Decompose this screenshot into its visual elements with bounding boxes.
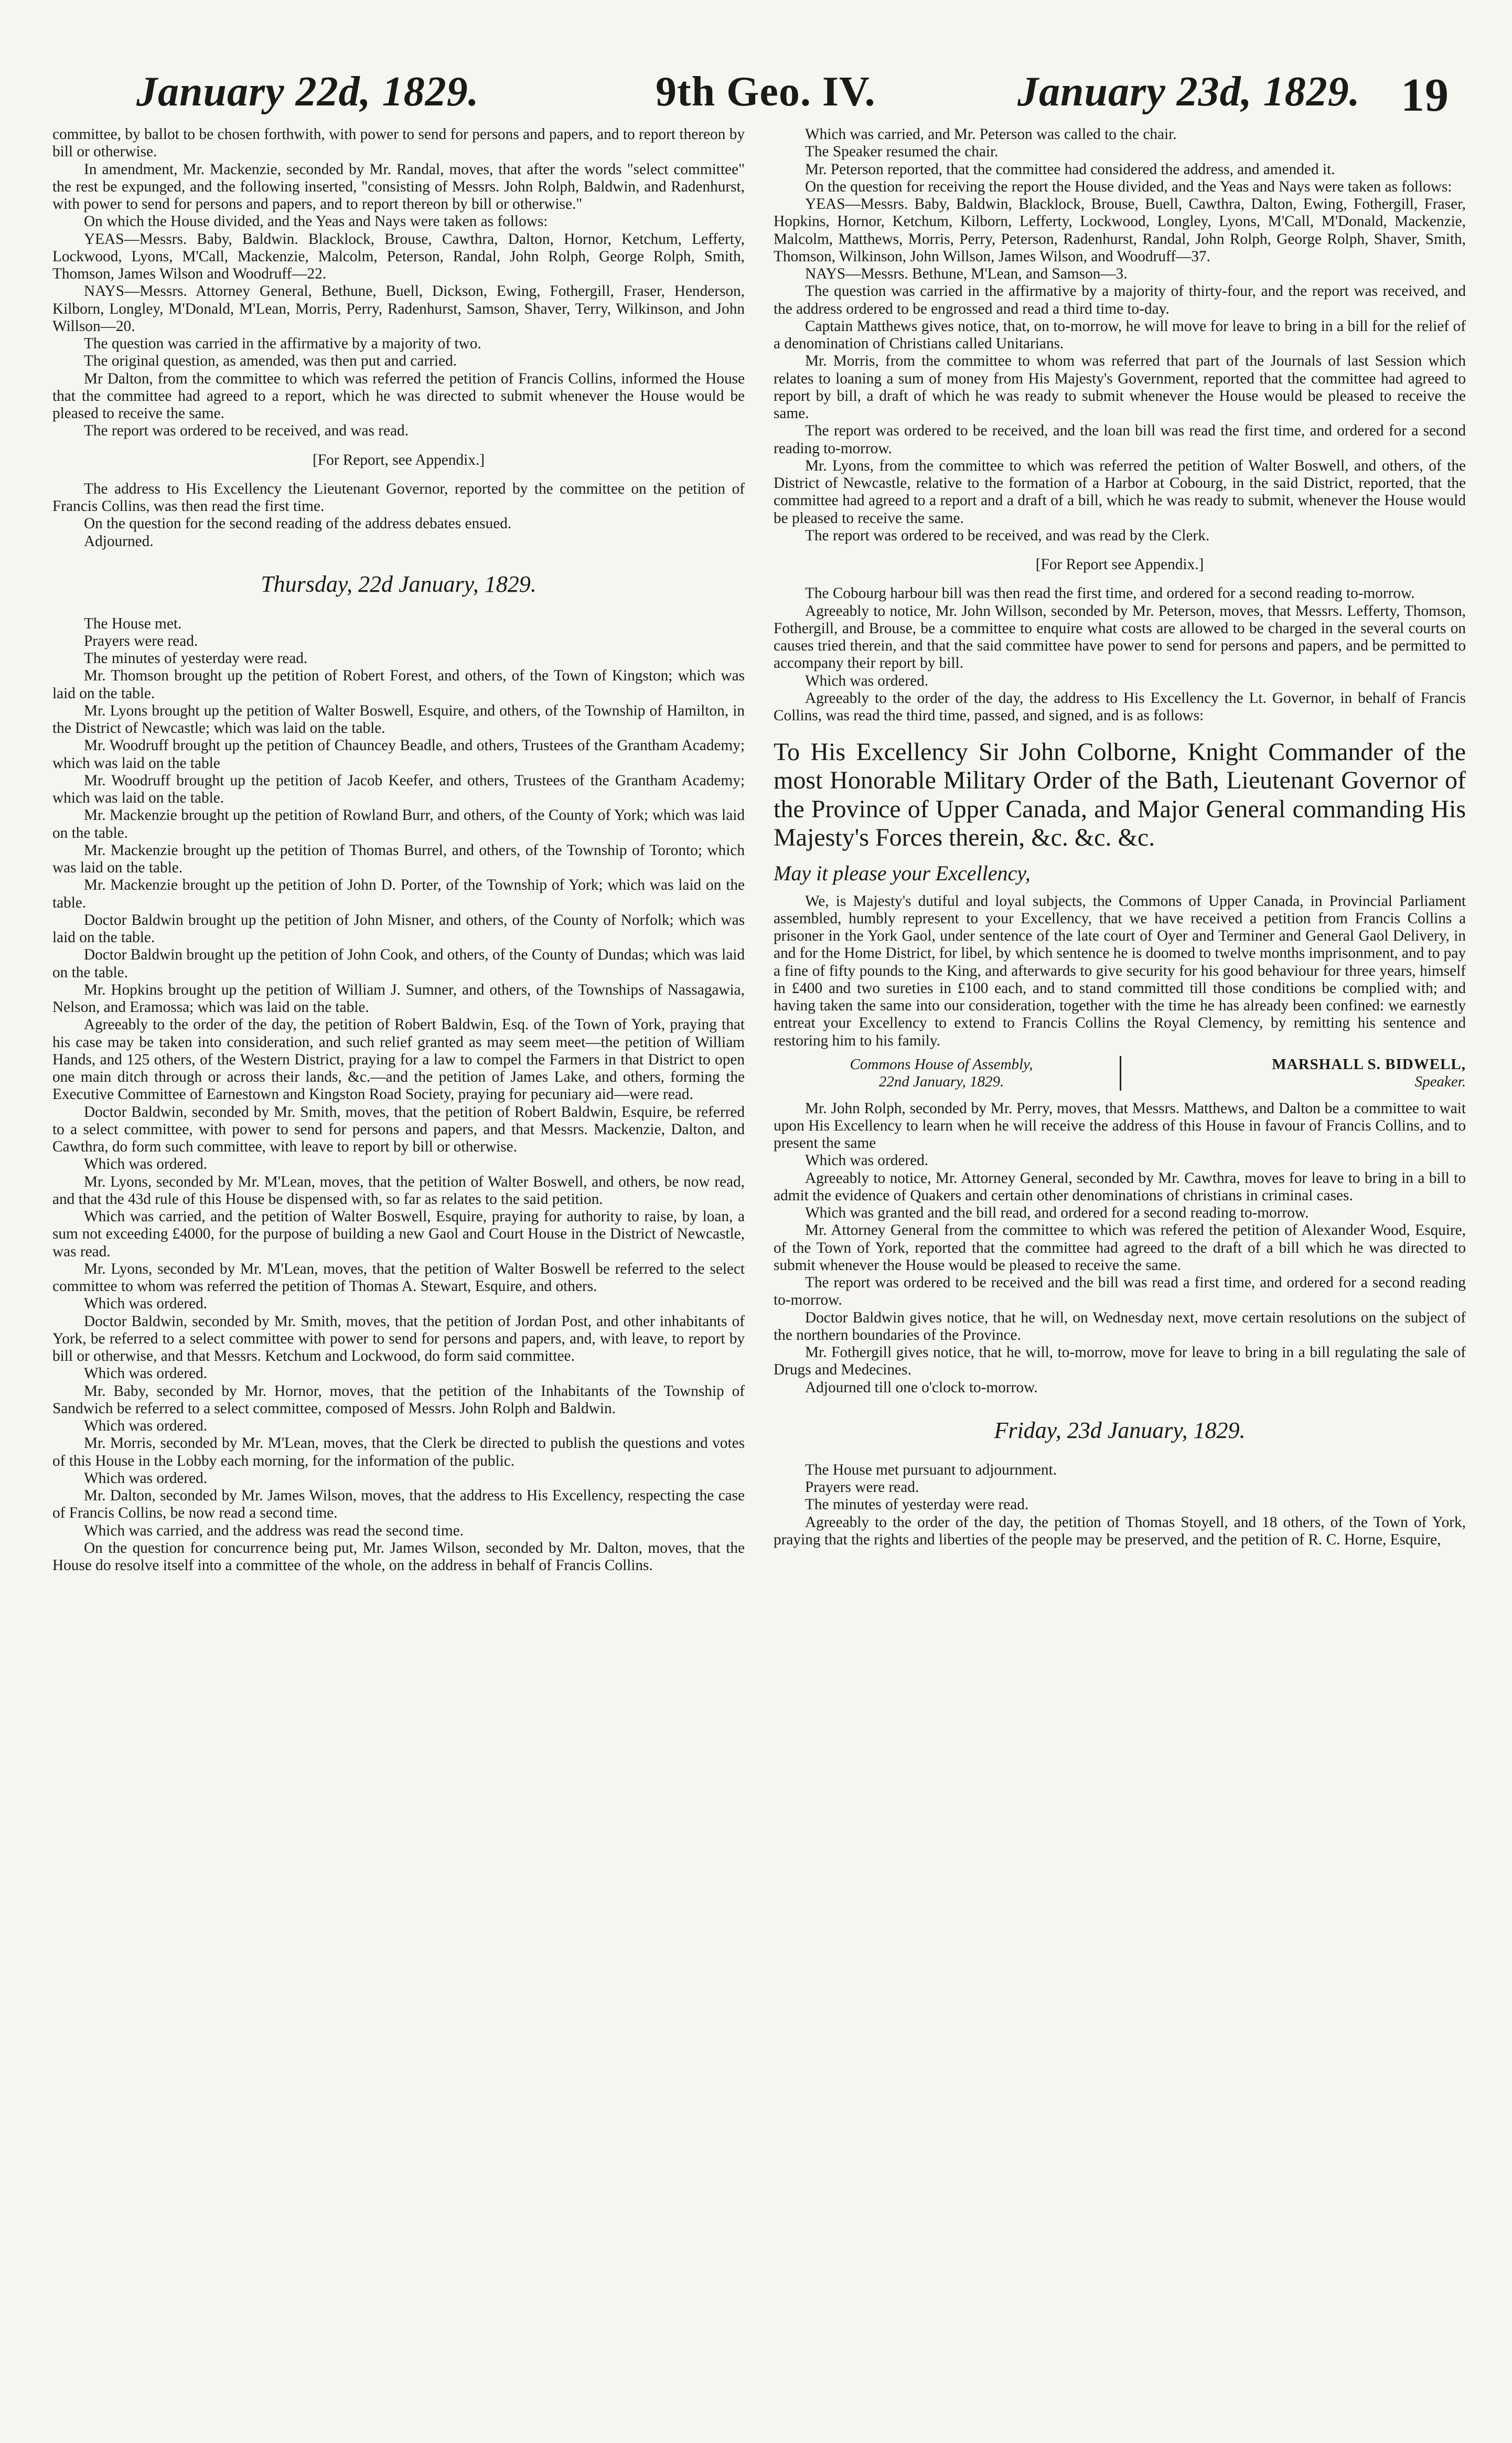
signature-place-date (774, 1056, 1121, 1091)
paragraph: Which was carried, and Mr. Peterson was called to the chair. (805, 126, 1177, 143)
paragraph: The report was ordered to be received, and was read by the Clerk. (805, 527, 1210, 544)
paragraph: Mr. Lyons, seconded by Mr. M'Lean, moves, that the petition of Walter Boswell be referred to the select committee to whom was referred the petition of Thomas A. Stewart, Esquire, and others. (52, 1260, 745, 1295)
paragraph: Adjourned. (84, 532, 154, 550)
paragraph: Mr. Mackenzie brought up the petition of Rowland Burr, and others, of the County of York; which was laid on the table. (52, 807, 745, 841)
paragraph: Which was carried, and the petition of Walter Boswell, Esquire, praying for authority to raise, by loan, a sum not exceeding £4000, for the purpose of building a new Gaol and Court House in the District of Newcastle, was read. (52, 1208, 745, 1260)
paragraph: Adjourned till one o'clock to-morrow. (805, 1379, 1038, 1396)
paragraph: The question was carried in the affirmative by a majority of thirty-four, and the report was received, and the address ordered to be engrossed and read a third time to-day. (774, 283, 1466, 317)
paragraph: Mr. Lyons, seconded by Mr. M'Lean, moves, that the petition of Walter Boswell, and others, be now read, and that the 43d rule of this House be dispensed with, so far as relates to the said petition. (52, 1173, 745, 1208)
signatory-role: Speaker. (1414, 1073, 1466, 1090)
paragraph: Agreeably to notice, Mr. John Willson, seconded by Mr. Peterson, moves, that Messrs. Lefferty, Thomson, Fothergill, and Brouse, be a committee to enquire what costs are allowed to be charged in the several courts on causes tried therein, and that the said committee have power to send for persons and papers, and be permitted to accompany their report by bill. (774, 602, 1466, 672)
paragraph: The House met. (84, 615, 182, 632)
salutation: May it please your Excellency, (774, 861, 1031, 886)
day-heading: Thursday, 22d January, 1829. (261, 571, 537, 597)
nays-list: NAYS—Messrs. Bethune, M'Lean, and Samson—3. (805, 265, 1128, 282)
paragraph: The House met pursuant to adjournment. (805, 1461, 1057, 1478)
paragraph: Agreeably to the order of the day, the petition of Robert Baldwin, Esq. of the Town of York, praying that his case may be taken into consideration, and such relief granted as may seem meet—the petition of William Hands, and 125 others, of the Western District, praying for a law to compel the Farmers in that District to open one main ditch through or across their lands, &c.—and the petition of James Lake, and others, forming the Executive Committee of Earnestown and Kingston Road Society, praying for pecuniary aid—were read. (52, 1016, 745, 1103)
signatory-name: MARSHALL S. BIDWELL, (1272, 1055, 1466, 1073)
signature-date: 22nd January, 1829. (878, 1073, 1004, 1090)
paragraph: Prayers were read. (84, 632, 198, 649)
paragraph: Mr. Baby, seconded by Mr. Hornor, moves, that the petition of the Inhabitants of the Township of Sandwich be referred to a select committee, composed of Messrs. John Rolph and Baldwin. (52, 1382, 745, 1417)
paragraph: Doctor Baldwin gives notice, that he will, on Wednesday next, move certain resolutions on the subject of the northern boundaries of the Province. (774, 1309, 1466, 1343)
paragraph: The minutes of yesterday were read. (84, 650, 308, 667)
signature-place: Commons House of Assembly, (850, 1055, 1033, 1073)
nays-list: NAYS—Messrs. Attorney General, Bethune, Buell, Dickson, Ewing, Fothergill, Fraser, Henderson, Kilborn, Longley, M'Donald, M'Lean, Morris, Perry, Radenhurst, Samson, Shaver, Terry, Wilkinson, and John Willson—20. (52, 283, 745, 335)
paragraph: Mr. Mackenzie brought up the petition of Thomas Burrel, and others, of the Township of Toronto; which was laid on the table. (52, 841, 745, 877)
paragraph: In amendment, Mr. Mackenzie, seconded by Mr. Randal, moves, that after the words "select committee" the rest be expunged, and the following inserted, "consisting of Messrs. John Rolph, Baldwin, and Radenhurst, with power to send for persons and papers, and to report thereon by bill or otherwise." (52, 161, 745, 212)
day-heading: Friday, 23d January, 1829. (994, 1417, 1246, 1443)
paragraph: Mr. Woodruff brought up the petition of Chauncey Beadle, and others, Trustees of the Grantham Academy; which was laid on the table (52, 737, 745, 772)
paragraph: Which was ordered. (84, 1469, 208, 1487)
paragraph: Mr Dalton, from the committee to which was referred the petition of Francis Collins, informed the House that the committee had agreed to a report, which he was directed to submit whenever the House would be pleased to receive the same. (52, 370, 745, 422)
paragraph: Doctor Baldwin brought up the petition of John Cook, and others, of the County of Dundas; which was laid on the table. (52, 946, 745, 981)
paragraph: The original question, as amended, was then put and carried. (84, 353, 457, 370)
paragraph: Doctor Baldwin, seconded by Mr. Smith, moves, that the petition of Jordan Post, and other inhabitants of York, be referred to a select committee with power to send for persons and papers, and, with leave, to report by bill or otherwise, and that Messrs. Ketchum and Lockwood, do form said committee. (52, 1313, 745, 1365)
paragraph: Which was carried, and the address was read the second time. (84, 1522, 464, 1539)
report-reference: [For Report, see Appendix.] (313, 451, 485, 468)
paragraph: Captain Matthews gives notice, that, on to-morrow, he will move for leave to bring in a bill for the relief of a denomination of Christians called Unitarians. (774, 317, 1466, 352)
paragraph: On the question for the second reading of the address debates ensued. (84, 515, 512, 532)
paragraph: Prayers were read. (805, 1479, 919, 1496)
left-column (52, 126, 745, 2413)
paragraph: The question was carried in the affirmative by a majority of two. (84, 335, 481, 352)
paragraph: Which was granted and the bill read, and ordered for a second reading to-morrow. (805, 1204, 1309, 1222)
address-title: To His Excellency Sir John Colborne, Knight Commander of the most Honorable Military Order of the Bath, Lieutenant Governor of the Province of Upper Canada, and Major General commanding His Majesty's Forces therein, &c. &c. &c. (774, 738, 1466, 851)
paragraph: Agreeably to the order of the day, the address to His Excellency the Lt. Governor, in behalf of Francis Collins, was read the third time, passed, and signed, and is as follows: (774, 689, 1466, 724)
page-header (52, 31, 1470, 126)
paragraph: committee, by ballot to be chosen forthwith, with power to send for persons and papers, and to report thereon by bill or otherwise. (52, 126, 745, 161)
paragraph: On which the House divided, and the Yeas and Nays were taken as follows: (84, 213, 548, 230)
paragraph: Agreeably to notice, Mr. Attorney General, seconded by Mr. Cawthra, moves for leave to bring in a bill to admit the evidence of Quakers and certain other denominations of christians in criminal cases. (774, 1169, 1466, 1204)
paragraph: The Cobourg harbour bill was then read the first time, and ordered for a second reading to-morrow. (805, 585, 1415, 602)
header-left-date: January 22d, 1829. (136, 69, 479, 115)
paragraph: Doctor Baldwin, seconded by Mr. Smith, moves, that the petition of Robert Baldwin, Esquire, be referred to a select committee, with power to send for persons and papers, and that Messrs. Mackenzie, Dalton, and Cawthra, do form such committee, with leave to report by bill or otherwise. (52, 1103, 745, 1156)
paragraph: The minutes of yesterday were read. (805, 1496, 1029, 1513)
paragraph: Which was ordered. (805, 1152, 929, 1169)
paragraph: Mr. Hopkins brought up the petition of William J. Sumner, and others, of the Townships of Nassagawia, Nelson, and Eramossa; which was laid on the table. (52, 981, 745, 1016)
paragraph: The report was ordered to be received, and was read. (84, 422, 409, 440)
header-session: 9th Geo. IV. (656, 69, 876, 115)
paragraph: Mr. Morris, seconded by Mr. M'Lean, moves, that the Clerk be directed to publish the questions and votes of this House in the Lobby each morning, for the information of the public. (52, 1435, 745, 1469)
paragraph: The Speaker resumed the chair. (805, 143, 999, 161)
paragraph: Mr. Dalton, seconded by Mr. James Wilson, moves, that the address to His Excellency, respecting the case of Francis Collins, be now read a second time. (52, 1487, 745, 1522)
paragraph: The report was ordered to be received, and the loan bill was read the first time, and ordered for a second reading to-morrow. (774, 422, 1466, 457)
yeas-list: YEAS—Messrs. Baby, Baldwin, Blacklock, Brouse, Buell, Cawthra, Dalton, Ewing, Fothergill, Fraser, Hopkins, Hornor, Ketchum, Kilborn, Lefferty, Lockwood, Longley, Lyons, M'Call, M'Donald, Mackenzie, Malcolm, Matthews, Morris, Perry, Peterson, Radenhurst, Randal, John Rolph, George Rolph, Shaver, Smith, Thomson, Wilkinson, John Willson, James Wilson, and Woodruff—37. (774, 196, 1466, 265)
page-number: 19 (1401, 69, 1449, 121)
paragraph: Mr. Fothergill gives notice, that he will, to-morrow, move for leave to bring in a bill regulating the sale of Drugs and Medecines. (774, 1344, 1466, 1379)
paragraph: Mr. Lyons brought up the petition of Walter Boswell, Esquire, and others, of the Township of Hamilton, in the District of Newcastle; which was laid on the table. (52, 702, 745, 737)
paragraph: Mr. Mackenzie brought up the petition of John D. Porter, of the Township of York; which was laid on the table. (52, 877, 745, 911)
paragraph: Which was ordered. (84, 1156, 208, 1173)
paragraph: Agreeably to the order of the day, the petition of Thomas Stoyell, and 18 others, of the Town of York, praying that the rights and liberties of the people may be preserved, and the petition of R. C. Horne, Esquire, (774, 1513, 1466, 1548)
paragraph: Mr. Peterson reported, that the committee had considered the address, and amended it. (805, 161, 1335, 178)
paragraph: Mr. Lyons, from the committee to which was referred the petition of Walter Boswell, and others, of the District of Newcastle, relative to the formation of a Harbor at Cobourg, in the said District, reported, that the committee had agreed to a report and a draft of a bill, which he was ready to submit, whenever the House would be pleased to receive the same. (774, 457, 1466, 527)
paragraph: Which was ordered. (84, 1417, 208, 1435)
text-columns (52, 126, 1470, 2413)
paragraph: The report was ordered to be received and the bill was read a first time, and ordered for a second reading to-morrow. (774, 1274, 1466, 1309)
signature-block (774, 1056, 1466, 1091)
paragraph: Which was ordered. (84, 1295, 208, 1313)
paragraph: On the question for concurrence being put, Mr. James Wilson, seconded by Mr. Dalton, moves, that the House do resolve itself into a committee of the whole, on the address in behalf of Francis Collins. (52, 1539, 745, 1574)
paragraph: Which was ordered. (84, 1365, 208, 1382)
paragraph: On the question for receiving the report the House divided, and the Yeas and Nays were taken as follows: (805, 178, 1452, 195)
paragraph: Mr. Woodruff brought up the petition of Jacob Keefer, and others, Trustees of the Grantham Academy; which was laid on the table. (52, 772, 745, 807)
paragraph: Mr. John Rolph, seconded by Mr. Perry, moves, that Messrs. Matthews, and Dalton be a committee to wait upon His Excellency to learn when he will receive the address of this House in favour of Francis Collins, and to present the same (774, 1100, 1466, 1152)
address-body: We, is Majesty's dutiful and loyal subjects, the Commons of Upper Canada, in Provincial Parliament assembled, humbly represent to your Excellency, that we have received a petition from Francis Collins a prisoner in the York Gaol, under sentence of the late court of Oyer and Terminer and General Gaol Delivery, in and for the Home District, for libel, by which sentence he is doomed to twelve months imprisonment, and to pay a fine of fifty pounds to the King, and afterwards to give security for his good behaviour for three years, himself in £400 and two sureties in £100 each, and to stand committed till those conditions be complied with; and having taken the same into our consideration, together with the time he has already been confined: we earnestly entreat your Excellency to extend to Francis Collins the Royal Clemency, by remitting his sentence and restoring him to his family. (774, 892, 1466, 1049)
paragraph: Mr. Thomson brought up the petition of Robert Forest, and others, of the Town of Kingston; which was laid on the table. (52, 667, 745, 702)
paragraph: The address to His Excellency the Lieutenant Governor, reported by the committee on the petition of Francis Collins, was then read the first time. (52, 480, 745, 515)
report-reference: [For Report see Appendix.] (1035, 556, 1204, 573)
paragraph: Mr. Attorney General from the committee to which was refered the petition of Alexander Wood, Esquire, of the Town of York, reported that the committee had agreed to the draft of a bill which he was directed to submit whenever the House would be pleased to receive the same. (774, 1222, 1466, 1274)
yeas-list: YEAS—Messrs. Baby, Baldwin. Blacklock, Brouse, Cawthra, Dalton, Hornor, Ketchum, Lefferty, Lockwood, Lyons, M'Call, Mackenzie, Malcolm, Peterson, Randal, John Rolph, George Rolph, Smith, Thomson, James Wilson and Woodruff—22. (52, 230, 745, 282)
right-column (774, 126, 1466, 2413)
signatory (1141, 1056, 1466, 1091)
paragraph: Doctor Baldwin brought up the petition of John Misner, and others, of the County of Norfolk; which was laid on the table. (52, 911, 745, 946)
header-right-date: January 23d, 1829. (1017, 69, 1360, 115)
paragraph: Mr. Morris, from the committee to whom was referred that part of the Journals of last Session which relates to loaning a sum of money from His Majesty's Government, reported that the committee had agreed to report by bill, a draft of which he was ready to submit whenever the House would be pleased to receive the same. (774, 353, 1466, 422)
paragraph: Which was ordered. (805, 672, 929, 689)
